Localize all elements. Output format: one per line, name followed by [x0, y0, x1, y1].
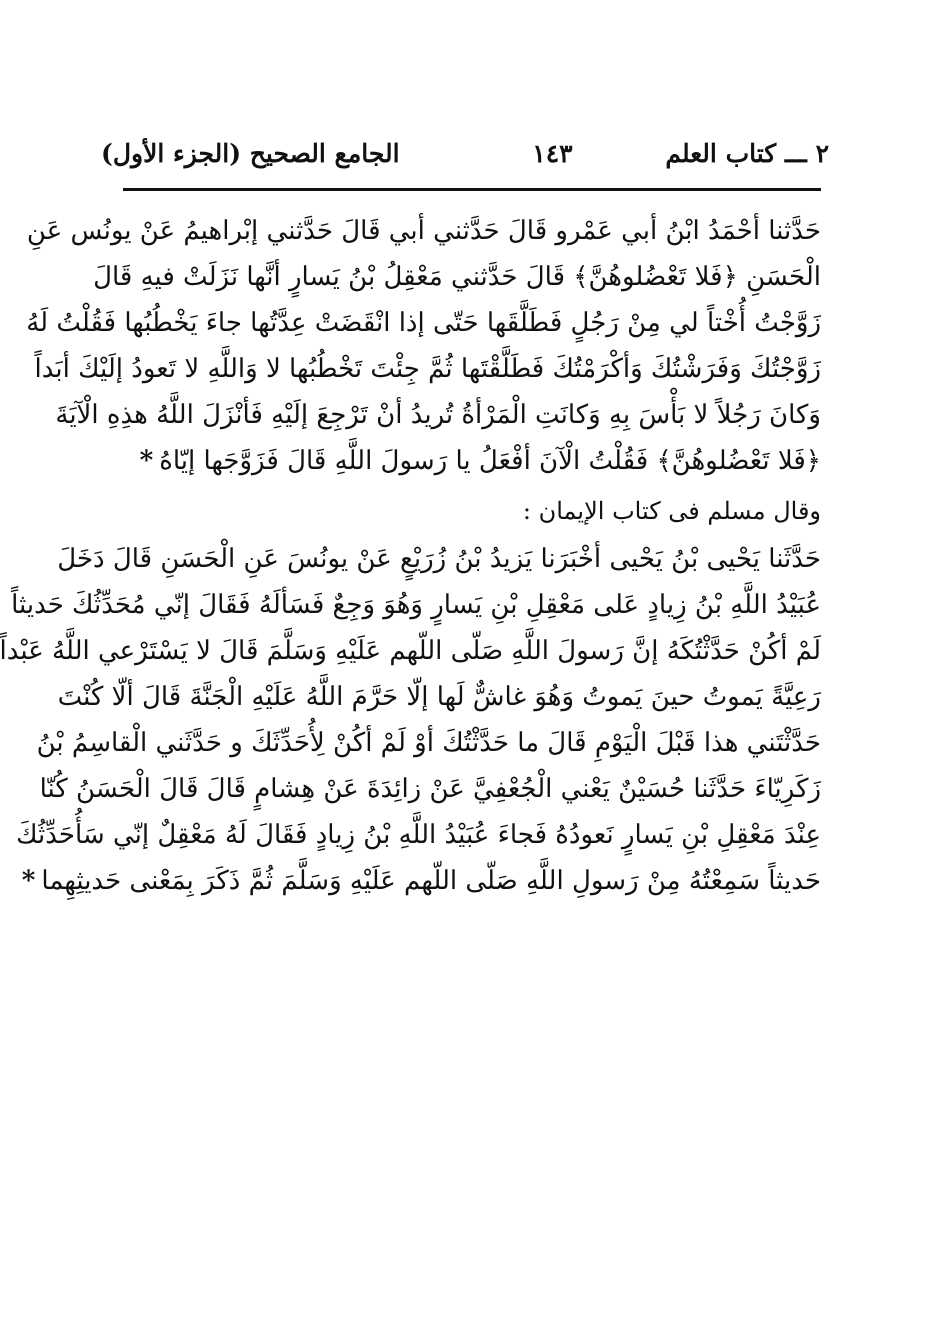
text-line: زَكَرِيّاءَ حَدَّثَنا حُسَيْنٌ يَعْني الْجُعْفِيَّ عَنْ زائِدَةَ عَنْ هِشامٍ قَالَ قَالَ الْحَسَنُ كُنّا [39, 774, 821, 804]
text-line: زَوَّجْتُ أُخْتاً لي مِنْ رَجُلٍ فَطَلَّقَها حَتّى إذا انْقَضَتْ عِدَّتُها جاءَ يَخْطُبُها فَقُلْتُ لَهُ [26, 308, 821, 338]
end-star: * [21, 866, 36, 896]
chapter-title: ٢ ـــ كتاب العلم [665, 138, 829, 168]
text-line-last [21, 858, 821, 904]
text-line: رَعِيَّةً يَموتُ حينَ يَموتُ وَهُوَ غاشٌّ لَها إلّا حَرَّمَ اللَّهُ عَلَيْهِ الْجَنَّةَ قَالَ ألّا كُنْتَ [57, 682, 821, 712]
page-number: ١٤٣ [532, 138, 573, 168]
text-line: حَدَّثَنا يَحْيى بْنُ يَحْيى أخْبَرَنا يَزيدُ بْنُ زُرَيْعٍ عَنْ يونُسَ عَنِ الْحَسَنِ قَالَ دَخَلَ [57, 544, 821, 574]
hadith-paragraph-2 [0, 536, 821, 904]
text-line: الْحَسَنِ ﴿فَلا تَعْضُلوهُنَّ﴾ قَالَ حَدَّثني مَعْقِلُ بْنُ يَسارٍ أنَّها نَزَلَتْ فيهِ قَالَ [93, 262, 821, 292]
text-line: زَوَّجْتُكَ وَفَرَشْتُكَ وَأكْرَمْتُكَ فَطَلَّقْتَها ثُمَّ جِئْتَ تَخْطُبُها لا وَاللَّهِ لا تَعودُ إلَيْكَ أبَداً [34, 354, 821, 384]
text-line-content: ﴿فَلا تَعْضُلوهُنَّ﴾ فَقُلْتُ الْآنَ أفْعَلُ يا رَسولَ اللَّهِ قَالَ فَزَوَّجَها إيّاهُ [159, 446, 821, 476]
section-intro: وقال مسلم فى كتاب الإيمان : [522, 497, 821, 525]
text-line: وَكانَ رَجُلاً لا بَأْسَ بِهِ وَكانَتِ الْمَرْأةُ تُريدُ أنْ تَرْجِعَ إلَيْهِ فَأنْزَلَ اللَّهُ هذِهِ الْآيَةَ [55, 400, 821, 430]
text-line: حَدَّثنا أحْمَدُ ابْنُ أبي عَمْرو قَالَ حَدَّثني أبي قَالَ حَدَّثني إبْراهيمُ عَنْ يونُس عَنِ [26, 216, 821, 246]
text-line: لَمْ أكُنْ حَدَّثْتُكَهُ إنَّ رَسولَ اللَّهِ صَلّى اللّهم عَلَيْهِ وَسَلَّمَ قَالَ لا يَسْتَرْعي اللَّهُ عَبْداً [0, 636, 821, 666]
text-line: عِنْدَ مَعْقِلِ بْنِ يَسارٍ نَعودُهُ فَجاءَ عُبَيْدُ اللَّهِ بْنُ زِيادٍ فَقَالَ لَهُ مَعْقِلٌ إنّي سَأُحَدِّثُكَ [16, 820, 821, 850]
text-line-content: حَديثاً سَمِعْتُهُ مِنْ رَسولِ اللَّهِ صَلّى اللّهم عَلَيْهِ وَسَلَّمَ ثُمَّ ذَكَرَ بِمَعْنى حَديثِهِما [41, 866, 821, 896]
page-header [101, 128, 829, 178]
text-line-last [106, 438, 821, 484]
text-line: عُبَيْدُ اللَّهِ بْنُ زِيادٍ عَلى مَعْقِلِ بْنِ يَسارٍ وَهُوَ وَجِعٌ فَسَألَهُ فَقَالَ إنّي مُحَدِّثُكَ حَديثاً [11, 590, 821, 620]
hadith-paragraph-1 [26, 208, 821, 484]
text-line: حَدَّثْتَني هذا قَبْلَ الْيَوْمِ قَالَ ما حَدَّثْتُكَ أوْ لَمْ أكُنْ لِأُحَدِّثَكَ و حَدَّثَني الْقاسِمُ بْنُ [36, 728, 821, 758]
header-rule [123, 188, 821, 191]
body-text [0, 208, 821, 904]
book-title: الجامع الصحيح (الجزء الأول) [101, 138, 400, 168]
end-star: * [139, 446, 154, 476]
